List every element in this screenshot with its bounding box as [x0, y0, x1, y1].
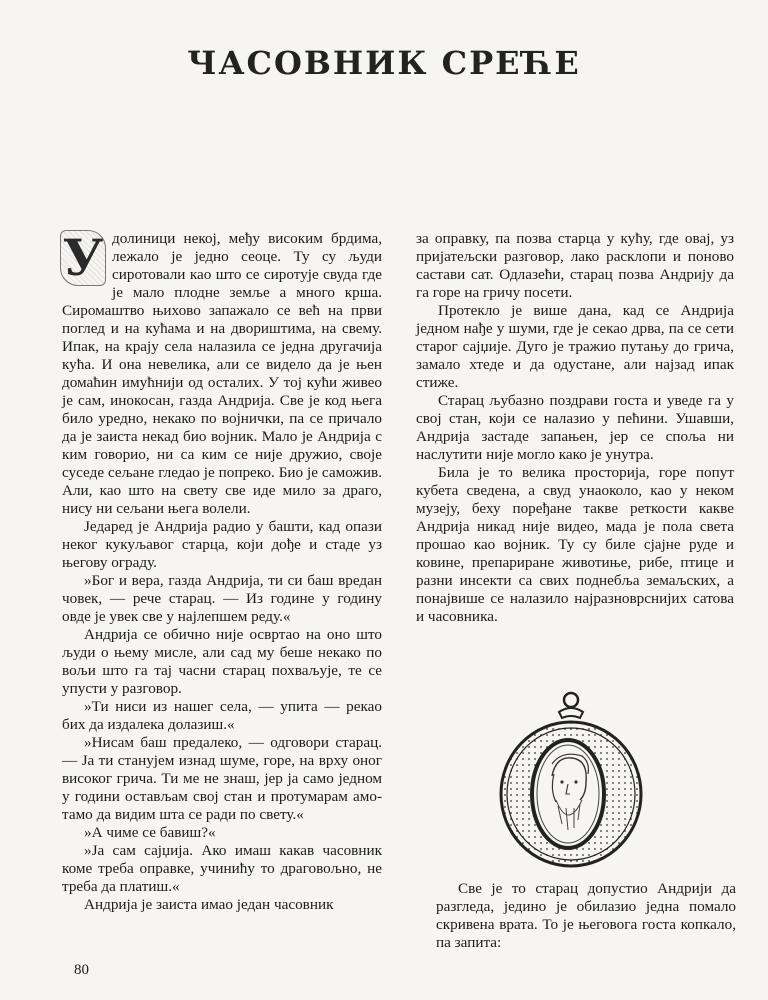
paragraph: Старац љубазно поздрави госта и уведе га у свој стан, који се налазио у пећини. Ушавши, Андрија застаде запањен, јер се споља ни наслутити није могло како је унутра.: [416, 392, 734, 463]
pocket-watch-portrait-icon: [496, 690, 646, 868]
page-number: 80: [74, 962, 89, 978]
paragraph: Све је то старац допустио Андрији да разгледа, једино је обилазио једна помало скривена врата. То је његовога госта копкало, па запита:: [436, 880, 736, 951]
paragraph: Протекло је више дана, кад се Андрија једном нађе у шуми, где је секао дрва, па се сети старог сајџије. Дуго је тражио путању до грича, замало хтеде и да одустане, али најзад ипак стиже.: [416, 302, 734, 391]
paragraph: У долиници некој, међу високим брдима, лежало је једно сеоце. Ту су људи сиротовали као што се сиротује свуда где је мало плодне земље а много крша. Сиромаштво њихово запажало се већ на први поглед и на кућама и на двориштима, на свему. Ипак, на крају села налазила се једна другачија кућа. И она невелика, али се видело да је њен домаћин имућнији од осталих. У тој кући живео је сам, инокосан, газда Андрија. Све је код њега било уредно, некако по војнички, па се причало да је заиста некад био војник. Мало је Андрија с ким говорио, ни са ким се није дружио, своје суседе сељане гледао је попреко. Био је саможив. Али, као што на свету све иде мило за драго, нису ни сељани њега волели.: [62, 228, 382, 517]
paragraph: Андрија је заиста имао један часовник: [84, 896, 334, 913]
paragraph: »Ја сам сајџија. Ако имаш какав часовник коме треба оправке, учинићу то драговољно, не треба да платиш.«: [62, 842, 382, 895]
paragraph: »Бог и вера, газда Андрија, ти си баш вредан човек, — рече старац. — Из године у годину овде је увек све у најлепшем реду.«: [62, 572, 382, 625]
paragraph: »Нисам баш предалеко, — одговори старац. — Ја ти станујем изнад шуме, горе, на врху оног високог грича. Ти ме не знаш, јер ја само једном у години остављам свој стан и протумарам амо-тамо да видим шта се ради по свету.«: [62, 734, 382, 823]
paragraph: Била је то велика просторија, горе попут кубета сведена, а свуд унаоколо, као у неком музеју, беху поређане такве реткости какве Андрија никад није видео, мада је пола света прошао као војник. Ту су биле сјајне руде и ковине, препариране животиње, рибе, птице и разни инсекти са свих поднебља земаљских, а понајвише се налазило најразноврснијих сатова и часовника.: [416, 464, 734, 625]
paragraph: »А чиме се бавиш?«: [84, 824, 216, 841]
paragraph: за оправку, па позва старца у кућу, где овај, уз пријатељски разговор, лако расклопи и поново састави сат. Одлазећи, старац позва Андрију да га горе на гричу посети.: [416, 230, 734, 301]
page-title: ЧАСОВНИК СРЕЋЕ: [187, 44, 581, 82]
paragraph: Андрија се обично није освртао на оно што људи о њему мисле, али сад му беше некако по вољи што га тај часни старац похваљује, те се упусти у разговор.: [62, 626, 382, 697]
paragraph: »Ти ниси из нашег села, — упита — рекао бих да издалека долазиш.«: [62, 698, 382, 733]
left-column: [62, 230, 382, 914]
right-column: [416, 230, 734, 626]
paragraph: Једаред је Андрија радио у башти, кад опази неког кукуљавог старца, који дође и стаде уз његову ограду.: [62, 518, 382, 571]
right-column-bottom: [436, 880, 736, 952]
dropcap-initial: У: [60, 230, 106, 286]
